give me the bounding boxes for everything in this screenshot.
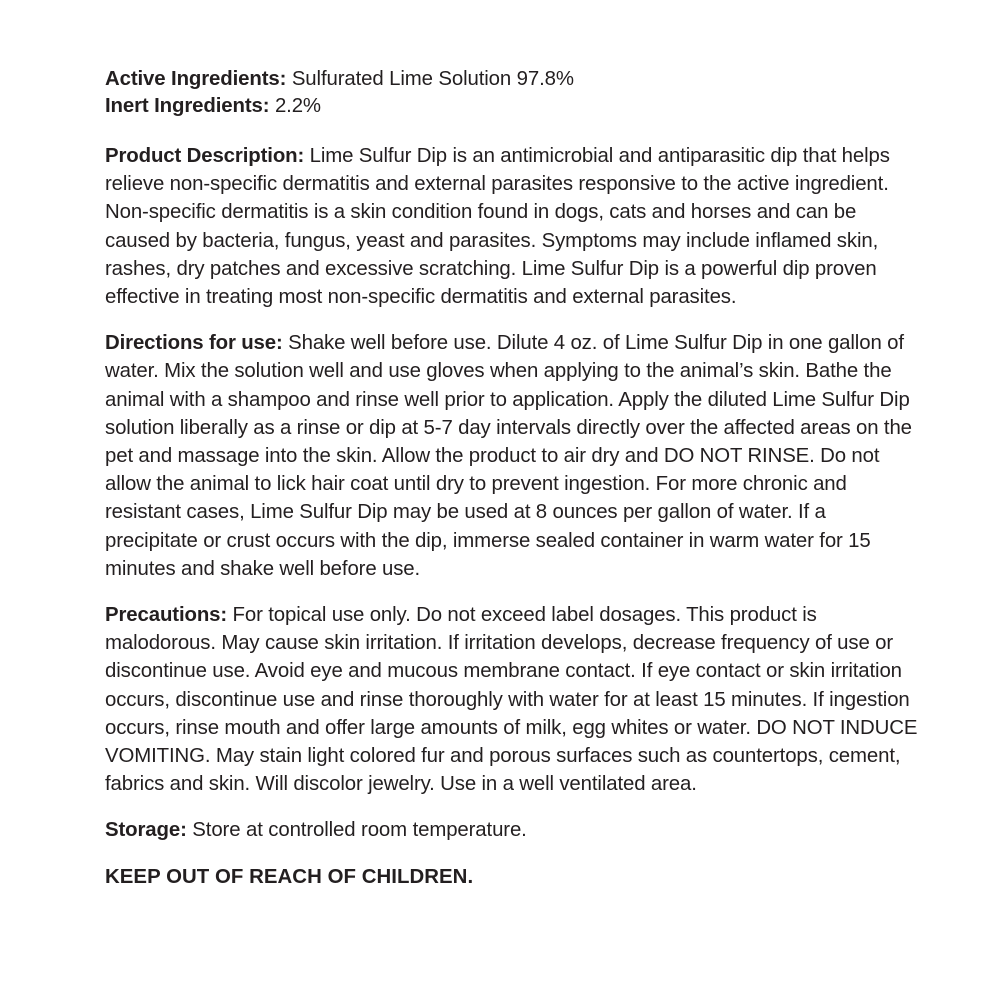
precautions-paragraph (105, 601, 923, 798)
active-ingredients-value: Sulfurated Lime Solution 97.8% (291, 68, 574, 90)
active-ingredients-label: Active Ingredients: (105, 68, 287, 90)
label-text-body (105, 66, 923, 891)
product-description-heading: Product Description: (105, 145, 305, 167)
inert-ingredients-label: Inert Ingredients: (105, 95, 270, 117)
precautions-heading: Precautions: (105, 604, 228, 627)
inert-ingredients-line (105, 93, 923, 120)
directions-body: Shake well before use. Dilute 4 oz. of Lime Sulfur Dip in one gallon of water. Mix the solution well and use gloves when applying to the animal’s skin. Bathe the animal with a shampoo and rinse well prior to application. Apply the diluted Lime Sulfur Dip solution liberally as a rinse or dip at 5-7 day intervals directly over the affected areas on the pet and massage into the skin. Allow the product to air dry and DO NOT RINSE. Do not allow the animal to lick hair coat until dry to prevent ingestion. For more chronic and resistant cases, Lime Sulfur Dip may be used at 8 ounces per gallon of water. If a precipitate or crust occurs with the dip, immerse sealed container in warm water for 15 minutes and shake well before use. (105, 332, 912, 580)
directions-heading: Directions for use: (105, 332, 283, 355)
ingredients-block (105, 66, 923, 120)
product-description-body: Lime Sulfur Dip is an antimicrobial and antiparasitic dip that helps relieve non-specific dermatitis and external parasites responsive to the active ingredient. Non-specific dermatitis is a skin condition found in dogs, cats and horses and can be caused by bacteria, fungus, yeast and parasites. Symptoms may include inflamed skin, rashes, dry patches and excessive scratching. Lime Sulfur Dip is a powerful dip proven effective in treating most non-specific dermatitis and external parasites. (105, 145, 890, 309)
storage-body: Store at controlled room temperature. (192, 819, 527, 842)
active-ingredients-line (105, 66, 923, 93)
precautions-body: For topical use only. Do not exceed label dosages. This product is malodorous. May cause skin irritation. If irritation develops, decrease frequency of use or discontinue use. Avoid eye and mucous membrane contact. If eye contact or skin irritation occurs, discontinue use and rinse thoroughly with water for at least 15 minutes. If ingestion occurs, rinse mouth and offer large amounts of milk, egg whites or water. DO NOT INDUCE VOMITING. May stain light colored fur and porous surfaces such as countertops, cement, fabrics and skin. Will discolor jewelry. Use in a well ventilated area. (105, 604, 918, 796)
inert-ingredients-value: 2.2% (274, 95, 321, 117)
product-description-paragraph (105, 142, 923, 311)
storage-paragraph (105, 816, 923, 844)
storage-heading: Storage: (105, 819, 187, 842)
keep-out-of-reach-warning: KEEP OUT OF REACH OF CHILDREN. (105, 866, 474, 889)
directions-paragraph (105, 329, 923, 583)
